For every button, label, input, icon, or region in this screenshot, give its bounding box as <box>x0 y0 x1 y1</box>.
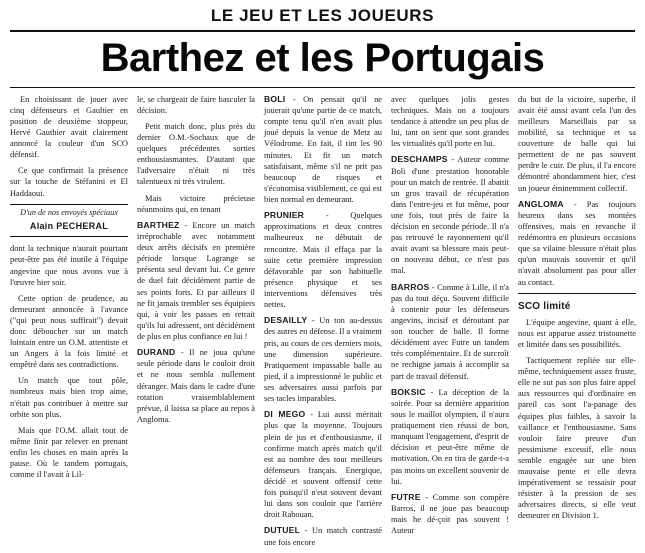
player-comment: - Un ton au-dessus des autres en défense. Il a vraiment pris, au cours de ces derniers mois, une dimension supérieure. Pratiquement impassable balle au pied, il a impressionné le public et ses adversaires aussi parfois par ses tacles imparables. <box>264 316 383 403</box>
paragraph: Cette option de prudence, au demeurant annoncée à l'avance ("qui peut nous suffirait") devait donc déboucher sur un match lointain entre un O.M. attentiste et un Angers à la fois limité et empêtré dans ses contradictions. <box>10 293 128 370</box>
paragraph: Mais victoire précieuse néanmoins qui, en tenant <box>137 193 255 214</box>
player-comment: - Pas toujours heureux dans ses montées offensives, mais en revanche il redémontra en plusieurs occasions que sa vilaine blessure n'était plus qu'un mauvais souvenir et qu'il n'avait absolument pas pour aller au contact. <box>518 199 636 287</box>
player-name: BOLI <box>264 93 286 104</box>
column-5 <box>518 94 636 527</box>
paragraph: Tactiquement repliée sur elle-même, techniquement assez fruste, elle ne sut pas son plus faire appel aux ressources qui d'ordinaire en pareil cas sont l'a-panage des équipes plus faibles, à savoir la vaillance et l'enthousiasme. Sans vouloir faire preuve d'un pessimisme excessif, elle nous semble engagée sur une bien mauvaise pente et elle devra impérativement se ressaisir pour résister à la pression de ses adversaires directs, si elle veut demeurer en Division 1. <box>518 356 636 521</box>
player-comment: - Encore un match irréprochable avec notamment deux arrêts décisifs en première période lorsque Lagrange se présenta seul devant lui. Ce genre de duel fait décidément partie de ses points forts. Et par ailleurs il ne fit jamais trembler ses équipiers qui, à voir les passes en retrait qu'ils lui adressent, ont décidément de plus en plus confiance en lui ! <box>137 220 255 341</box>
player-name: FUTRE <box>391 491 421 502</box>
player-comment: - Un match contrasté une fois encore <box>264 526 383 547</box>
kicker-rule <box>10 30 635 32</box>
player-entry <box>391 282 509 382</box>
player-entry <box>264 315 382 404</box>
subhead-rule-top <box>518 293 636 294</box>
player-name: DI MEGO <box>264 409 306 420</box>
player-comment: - Lui aussi méritait plus que la moyenne. Toujours plein de jus et d'enthousiasme, il confirme match après match qu'il est au nombre des tout meilleurs défenseurs français. Energique, décidé et souvent offensif cette fois puisqu'il n'eut souvent devant lui dans son couloir que l'arrière droit Rabouan. <box>264 410 382 520</box>
column-4 <box>391 94 509 542</box>
paragraph: Petit match donc, plus près du dernier O.M.-Sochaux que de quelques précédentes sorties enthousiasmantes. D'autant que l'adversaire n'était ni très talentueux ni très virulent. <box>137 121 255 187</box>
page-title: Barthez et les Portugais <box>100 36 545 80</box>
player-name: ANGLOMA <box>518 198 564 209</box>
column-3 <box>264 94 382 553</box>
paragraph: L'équipe angevine, quant à elle, nous est apparue assez tristounette et limitée dans ses possibilités. <box>518 317 636 350</box>
paragraph: Ce que confirmait la présence sur la touche de Stéfanini et El Haddaoui. <box>10 166 128 198</box>
byline-label: D'un de nos envoyés spéciaux <box>20 207 118 217</box>
player-entry <box>264 210 382 310</box>
player-name: PRUNIER <box>264 209 305 220</box>
player-entry <box>264 94 382 205</box>
column-1 <box>10 94 128 485</box>
paragraph: dont la technique n'aurait pourtant peut-être pas été inutile à l'équipe angevine que nous avons vue à l'œuvre hier soir. <box>10 244 128 287</box>
player-name: DESCHAMPS <box>391 154 448 165</box>
subhead: SCO limité <box>518 300 571 312</box>
player-comment: - Quelques approximations et deux contres malheureux ne débutait de rencontre. Mais il effaça par la suite cette première impression défavorable par son habituelle présence physique et ses interventions défensives très nettes. <box>264 210 382 309</box>
player-entry <box>518 199 636 288</box>
player-entry <box>391 492 509 537</box>
player-comment: - La déception de la soirée. Pour sa dernière apparition sous le maillot olympien, il n'aura pratiquement rien réussi de bon, manquant l'engagement, d'esprit de décision et peut-être même de motivation. On en tira de garde-t-a pas moins un excellent souvenir de lui. <box>391 387 509 486</box>
player-comment: - Il ne joua qu'une seule période dans le couloir droit et ne nous sembla nullement déranger. Mais dans le cadre d'une rotation vraisemblablement prévue, il laissa sa place au repos à Angloma. <box>137 348 255 424</box>
player-entry <box>391 154 509 276</box>
paragraph: Mais que l'O.M. allait tout de même finir par relever en prenant enfin les choses en main après la pause. Où le tandem portugais, comme il l'avait à Lil- <box>10 425 128 480</box>
player-name: BARROS <box>391 281 430 292</box>
byline-author: Alain PECHERAL <box>29 221 109 232</box>
paragraph: du but de la victoire, superbe, il avait été aussi avant cela l'un des meilleurs Marseillais par sa mobilité, sa technique et sa couverture de balle qui lui permettent de ne pas souvent perdre le cuir. De plus, il l'a encore démontré abondamment hier, c'est un joueur éminemment collectif. <box>518 94 636 193</box>
player-name: BOKSIC <box>391 386 426 397</box>
headline-rule <box>10 87 635 88</box>
paragraph: Un match que tout pôle, nombreux mais bien trop aime, n'était pas contribuer à mettre sur orbite son plus. <box>10 376 128 419</box>
byline-box <box>10 204 128 238</box>
column-2 <box>137 94 255 430</box>
player-comment: - Comme à Lille, il n'a pas du tout déçu. Souvent difficile à contenir pour les défenseurs angevins, incisif et déroutant par son toucher de balle. Il forme décidément avec Futre un tandem très complémentaire. Et de surcroît ne rechigne jamais à accomplir sa part de travail défensif. <box>391 282 509 381</box>
player-name: DESAILLY <box>264 315 308 326</box>
player-comment: - On pensait qu'il ne jouerait qu'une partie de ce match, compte tenu qu'il n'en avait plus joué depuis la venue de Metz au Vélodrome. En fait, il tint les 90 minutes. Et fit un match satisfaisant, même s'il ne prit pas beaucoup de risques et s'économisa visiblement, ce qui est bien normal en demeurant. <box>264 94 382 204</box>
player-name: DURAND <box>137 347 176 358</box>
article-columns <box>10 94 635 553</box>
player-comment: - Auteur comme Boli d'une prestation honorable pour un match de rentrée. Il abattit un gros travail de récupération dans l'entre-jeu et fut même, pour une fois, tout près de faire la décision en seconde période. Il n'a pas retrouvé le rayonnement qu'il avait avant sa blessure mais peut-on nouveau début, ce n'est pas mal. <box>391 155 510 276</box>
player-entry <box>137 347 255 425</box>
player-entry <box>264 525 382 547</box>
player-name: DUTUEL <box>264 525 301 536</box>
player-entry <box>137 220 255 342</box>
paragraph: le, se chargeait de faire basculer la décision. <box>137 94 255 115</box>
paragraph: avec quelques jolis gestes techniques. Mais on a toujours tendance à attendre un peu plus de lui, tant on sent que sont grandes les virtualités qu'il porte en lui. <box>391 94 509 149</box>
paragraph: En choisissant de jouer avec cinq défenseurs et Gaultier en position de deuxième stoppeur, Hervé Gauthier avait clairement annoncé la couleur d'un SCO défensif. <box>10 94 128 160</box>
player-name: BARTHEZ <box>137 219 180 230</box>
player-entry <box>391 387 509 487</box>
section-kicker: LE JEU ET LES JOUEURS <box>210 6 435 25</box>
player-comment: - Comme son compère Barros, il ne joue pas beaucoup mais he dé-çoit pas souvent ! Auteur <box>391 492 509 536</box>
player-entry <box>264 409 382 520</box>
